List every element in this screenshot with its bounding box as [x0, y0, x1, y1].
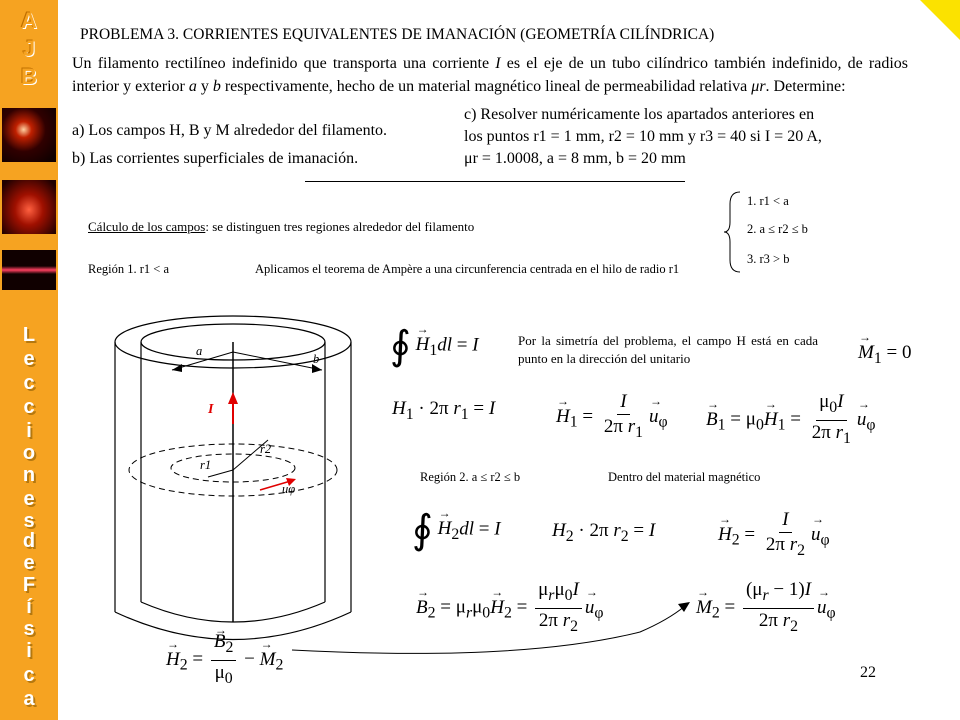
calc-heading-underlined: Cálculo de los campos	[88, 219, 206, 234]
regions-brace	[722, 190, 746, 274]
sidebar-title-letter: e	[23, 348, 35, 370]
intro-text: respectivamente, hecho de un material magnético lineal de permeabilidad relativa	[224, 78, 748, 95]
intro-text: es el eje de un tubo cilíndrico también indefinido, de radios interior y exterior	[72, 55, 909, 95]
sidebar-title-letter: i	[26, 640, 32, 662]
sidebar-title-letter: d	[22, 530, 36, 552]
separator	[305, 181, 685, 182]
label-r1: r1	[200, 458, 212, 472]
page-number: 22	[860, 664, 876, 681]
brand-letter: A	[21, 8, 37, 33]
sidebar-title-letter: c	[23, 372, 35, 394]
sidebar-title-letter: s	[23, 618, 35, 640]
calc-heading-rest: : se distinguen tres regiones alrededor del filamento	[205, 219, 475, 234]
symmetry-text: Por la simetría del problema, el campo H está en cada punto en la dirección del unitario	[518, 333, 818, 366]
eq-H1-scalar: $H_1 \cdot 2\pi$ $r_1 = I$	[392, 398, 496, 423]
eq-M1: → $M_1 = 0$	[858, 342, 911, 368]
sidebar-title-letter: F	[22, 574, 36, 596]
intro-var: μr	[751, 78, 766, 95]
region-list-item: 1. r1 < a	[747, 194, 789, 208]
sidebar	[0, 0, 58, 720]
sidebar-title-letter: i	[26, 420, 32, 442]
part-a: a) Los campos H, B y M alrededor del filamento.	[72, 122, 388, 139]
sidebar-title-letter: a	[23, 688, 35, 710]
intro-text: y	[200, 78, 209, 95]
label-b: b	[313, 352, 320, 366]
brand-letter: B	[21, 64, 37, 89]
region2-material-text: Dentro del material magnético	[608, 470, 761, 484]
sidebar-title-letter: e	[23, 552, 35, 574]
sidebar-title-letter: n	[22, 464, 36, 486]
sidebar-title-letter: e	[23, 488, 35, 510]
sidebar-title-letter: L	[22, 324, 36, 346]
problem-statement	[72, 52, 908, 98]
intro-text: Un filamento rectilíneo indefinido que transporta una corriente	[72, 55, 490, 72]
eq-M2-vector: → $M_2$ = $\frac{(\mu_r - 1)I}{2\pi r_2}$ → $u_\varphi$	[696, 578, 836, 639]
eq-ampere-1: ∮ → $H_1dl = I$	[390, 326, 479, 366]
sidebar-title-letter: c	[23, 396, 35, 418]
sidebar-title-letter: s	[23, 510, 35, 532]
eq-H2-scalar: $H_2 \cdot 2\pi$ $r_2 = I$	[552, 520, 656, 545]
eq-H2-vector: → $H_2$ = $\frac{I}{2\pi r_2}$ → $u_\varphi$	[718, 508, 830, 563]
corner-decoration	[920, 0, 960, 40]
eq-H2-relation: → $H_2$ = → $\frac{B_2}{\mu_0}$ − → $M_2$	[166, 630, 283, 691]
problem-title: PROBLEMA 3. CORRIENTES EQUIVALENTES DE IMANACIÓN (GEOMETRÍA CILÍNDRICA)	[80, 26, 715, 43]
label-r2: r2	[260, 442, 272, 456]
brand-letter: J	[22, 36, 36, 61]
part-c-line: μr = 1.0008, a = 8 mm, b = 20 mm	[464, 150, 686, 167]
part-c	[464, 104, 822, 170]
part-c-line: c) Resolver numéricamente los apartados anteriores en	[464, 106, 815, 123]
intro-text: . Determine:	[765, 78, 846, 95]
region-list-item: 2. a ≤ r2 ≤ b	[747, 222, 808, 236]
calc-heading	[88, 218, 474, 236]
eq-B1-vector: → $B_1 = \mu_0\to H_1$ = $\frac{\mu_0I}{2\pi r_1}$ → $u_\varphi$	[706, 390, 876, 451]
eq-H1-vector: → $H_1$ = $\frac{I}{2\pi r_1}$ → $u_\varphi$	[556, 390, 668, 445]
intro-var: b	[212, 78, 221, 95]
connector-arrow	[290, 590, 700, 660]
label-a: a	[196, 344, 203, 358]
label-current: I	[208, 402, 214, 417]
intro-var: a	[188, 78, 197, 95]
sidebar-title-letter: c	[23, 664, 35, 686]
sidebar-photo	[2, 180, 56, 234]
intro-var: I	[495, 55, 501, 72]
sidebar-photo	[2, 108, 56, 162]
sidebar-photo	[2, 250, 56, 290]
label-uphi: uφ	[282, 482, 296, 496]
eq-B2-vector: → $B_2 = \mu_r\mu_0\to H_2$ = $\frac{\mu_r\mu_0I}{2\pi r_2}$ → $u_\varphi$	[416, 578, 604, 639]
region1-label: Región 1. r1 < a	[88, 262, 169, 276]
region2-label: Región 2. a ≤ r2 ≤ b	[420, 470, 521, 484]
region1-ampere-text: Aplicamos el teorema de Ampère a una circunferencia centrada en el hilo de radio r1	[255, 262, 680, 276]
region-list-item: 3. r3 > b	[747, 252, 790, 266]
part-b: b) Las corrientes superficiales de imanación.	[72, 150, 359, 167]
eq-ampere-2: ∮ → $H_2dl = I$	[412, 510, 501, 550]
sidebar-title-letter: o	[22, 442, 36, 464]
part-c-line: los puntos r1 = 1 mm, r2 = 10 mm y r3 = 40 si I = 20 A,	[464, 128, 822, 145]
sidebar-title-letter: í	[26, 596, 32, 618]
